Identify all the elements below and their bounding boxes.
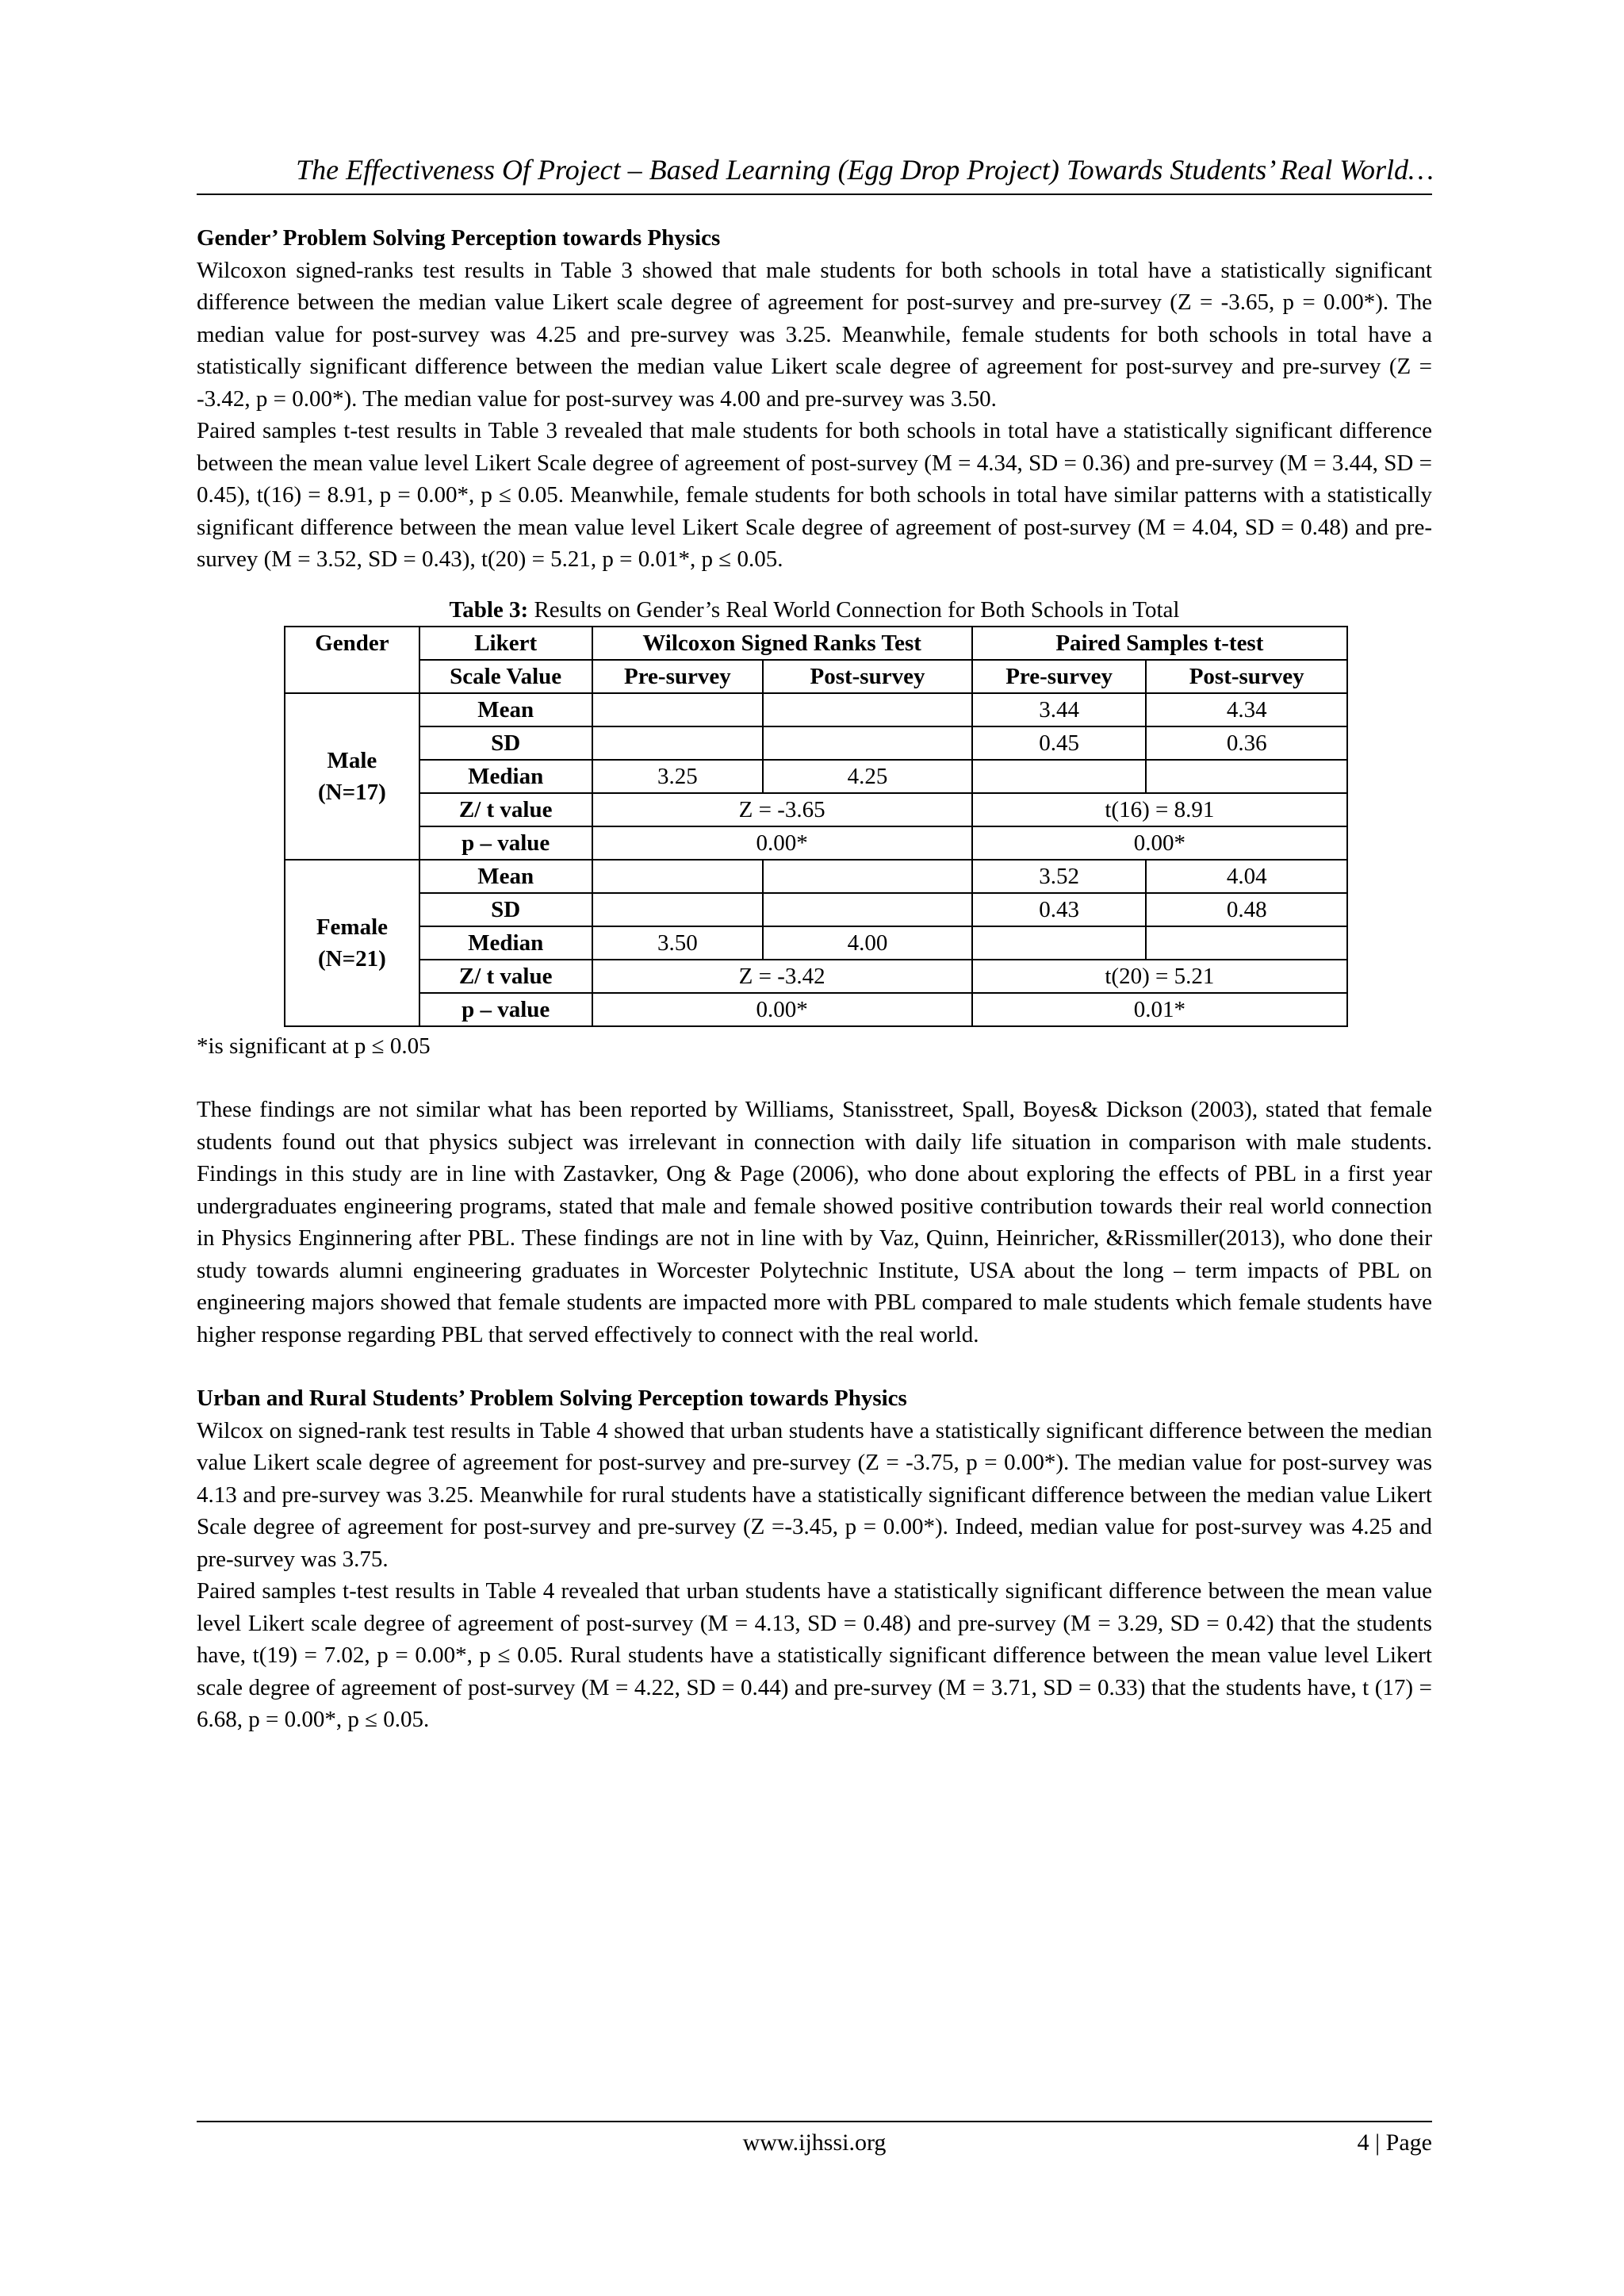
paragraph-ttest-gender: Paired samples t-test results in Table 3 revealed that male students for both schools in total have a statistically significant difference between the mean value level Likert Scale degree of agreement of post-survey (M = 4.34, SD = 0.36) and pre-survey (M = 3.44, SD = 0.45), t(16) = 8.91, p = 0.00*, p ≤ 0.05. Meanwhile, female students for both schools in total have similar patterns with a statistically significant difference between the mean value level Likert Scale degree of agreement of post-survey (M = 4.04, SD = 0.48) and pre-survey (M = 3.52, SD = 0.43), t(20) = 5.21, p = 0.01*, p ≤ 0.05. [197, 418, 1432, 572]
header-rule [197, 194, 1432, 195]
table-subheader-row [285, 660, 1347, 693]
group-female [285, 860, 419, 1026]
table-cell: 0.45 [972, 726, 1147, 760]
table-row [285, 826, 1347, 860]
table-cell: 0.00* [972, 826, 1347, 860]
row-label-z-t: Z/ t value [419, 793, 592, 826]
table-cell: 3.52 [972, 860, 1147, 893]
table-cell: 4.25 [763, 760, 972, 793]
table-cell-empty [763, 860, 972, 893]
table-row [285, 960, 1347, 993]
section-heading-urban-rural: Urban and Rural Students’ Problem Solving Perception towards Physics [197, 1386, 907, 1411]
group-label: Female [316, 914, 388, 940]
table-cell-empty [592, 860, 764, 893]
table-header-row [285, 627, 1347, 660]
footer-url[interactable]: www.ijhssi.org [742, 2129, 887, 2156]
table-cell: Z = -3.65 [592, 793, 972, 826]
paper-page [197, 0, 1432, 2296]
table-row [285, 860, 1347, 893]
table-caption-text: Results on Gender’s Real World Connection for Both Schools in Total [528, 596, 1180, 623]
table-row [285, 693, 1347, 726]
header-paired-post: Post-survey [1146, 660, 1347, 693]
table-cell-empty [763, 693, 972, 726]
table-cell: 0.36 [1146, 726, 1347, 760]
table-row [285, 726, 1347, 760]
table-cell-empty [592, 693, 764, 726]
table-row [285, 793, 1347, 826]
header-paired-pre: Pre-survey [972, 660, 1147, 693]
table-caption-label: Table 3: [449, 596, 529, 623]
table-cell-empty [592, 726, 764, 760]
table-cell-empty [1146, 926, 1347, 960]
header-likert: Likert [419, 627, 592, 660]
paragraph-wilcoxon-urban-rural: Wilcox on signed-rank test results in Table 4 showed that urban students have a statistically significant difference between the median value Likert scale degree of agreement for post-survey and pre-survey (Z = -3.75, p = 0.00*). The median value for post-survey was 4.13 and pre-survey was 3.25. Meanwhile for rural students have a statistically significant difference between the median value Likert Scale degree of agreement for post-survey and pre-survey (Z =-3.45, p = 0.00*). Indeed, median value for post-survey was 4.25 and pre-survey was 3.75. [197, 1417, 1432, 1572]
header-wilcoxon: Wilcoxon Signed Ranks Test [592, 627, 972, 660]
header-wilcoxon-pre: Pre-survey [592, 660, 764, 693]
section-heading-gender: Gender’ Problem Solving Perception towards Physics [197, 225, 721, 251]
table-row [285, 893, 1347, 926]
table-cell: 0.00* [592, 993, 972, 1026]
table-cell: t(16) = 8.91 [972, 793, 1347, 826]
table-cell: 0.00* [592, 826, 972, 860]
table-cell: 3.25 [592, 760, 764, 793]
page-number: 4 | Page [1357, 2129, 1432, 2156]
header-gender: Gender [285, 627, 419, 693]
table-row [285, 760, 1347, 793]
group-n: (N=17) [318, 779, 386, 805]
table-cell: 4.00 [763, 926, 972, 960]
table-cell-empty [1146, 760, 1347, 793]
row-label-p: p – value [419, 826, 592, 860]
table-row [285, 993, 1347, 1026]
footer-rule [197, 2121, 1432, 2122]
table-cell-empty [972, 926, 1147, 960]
table-cell-empty [763, 726, 972, 760]
table-cell: Z = -3.42 [592, 960, 972, 993]
header-paired: Paired Samples t-test [972, 627, 1347, 660]
table-cell: 3.44 [972, 693, 1147, 726]
table-row [285, 926, 1347, 960]
body-text [197, 222, 1432, 1736]
running-header: The Effectiveness Of Project – Based Learning (Egg Drop Project) Towards Students’ Real World… [296, 154, 1434, 186]
row-label-z-t: Z/ t value [419, 960, 592, 993]
table-cell-empty [592, 893, 764, 926]
table-caption [197, 594, 1432, 626]
group-label: Male [327, 747, 377, 773]
results-table [284, 626, 1348, 1027]
paragraph-wilcoxon-gender: Wilcoxon signed-ranks test results in Table 3 showed that male students for both schools in total have a statistically significant difference between the median value Likert scale degree of agreement for post-survey and pre-survey (Z = -3.65, p = 0.00*). The median value for post-survey was 4.25 and pre-survey was 3.25. Meanwhile, female students for both schools in total have a statistically significant difference between the median value Likert scale degree of agreement for post-survey and pre-survey (Z = -3.42, p = 0.00*). The median value for post-survey was 4.00 and pre-survey was 3.50. [197, 257, 1432, 412]
table-cell: 0.01* [972, 993, 1347, 1026]
row-label-sd: SD [419, 893, 592, 926]
table-note: *is significant at p ≤ 0.05 [197, 1033, 431, 1059]
paragraph-discussion: These findings are not similar what has been reported by Williams, Stanisstreet, Spall, Boyes& Dickson (2003), stated that female students found out that physics subject was irrelevant in connection with daily life situation in comparison with male students. Findings in this study are in line with Zastavker, Ong & Page (2006), who done about exploring the effects of PBL in a first year undergraduates engineering programs, stated that male and female showed positive contribution towards their real world connection in Physics Enginnering after PBL. These findings are not in line with by Vaz, Quinn, Heinricher, &Rissmiller(2013), who done their study towards alumni engineering graduates in Worcester Polytechnic Institute, USA about the long – term impacts of PBL on engineering majors showed that female students are impacted more with PBL compared to male students which female students have higher response regarding PBL that served effectively to connect with the real world. [197, 1097, 1432, 1347]
header-wilcoxon-post: Post-survey [763, 660, 972, 693]
table-cell: 0.43 [972, 893, 1147, 926]
row-label-median: Median [419, 926, 592, 960]
group-n: (N=21) [318, 945, 386, 972]
row-label-median: Median [419, 760, 592, 793]
table-cell: 3.50 [592, 926, 764, 960]
table-cell-empty [972, 760, 1147, 793]
table-cell: 4.04 [1146, 860, 1347, 893]
row-label-sd: SD [419, 726, 592, 760]
group-male [285, 693, 419, 860]
row-label-mean: Mean [419, 860, 592, 893]
table-cell: 4.34 [1146, 693, 1347, 726]
table-cell-empty [763, 893, 972, 926]
paragraph-ttest-urban-rural: Paired samples t-test results in Table 4 revealed that urban students have a statistically significant difference between the mean value level Likert scale degree of agreement of post-survey (M = 4.13, SD = 0.48) and pre-survey (M = 3.29, SD = 0.42) that the students have, t(19) = 7.02, p = 0.00*, p ≤ 0.05. Rural students have a statistically significant difference between the mean value level Likert scale degree of agreement of post-survey (M = 4.22, SD = 0.44) and pre-survey (M = 3.71, SD = 0.33) that the students have, t (17) = 6.68, p = 0.00*, p ≤ 0.05. [197, 1578, 1432, 1732]
row-label-mean: Mean [419, 693, 592, 726]
header-scale-value: Scale Value [419, 660, 592, 693]
table-cell: 0.48 [1146, 893, 1347, 926]
table-cell: t(20) = 5.21 [972, 960, 1347, 993]
row-label-p: p – value [419, 993, 592, 1026]
